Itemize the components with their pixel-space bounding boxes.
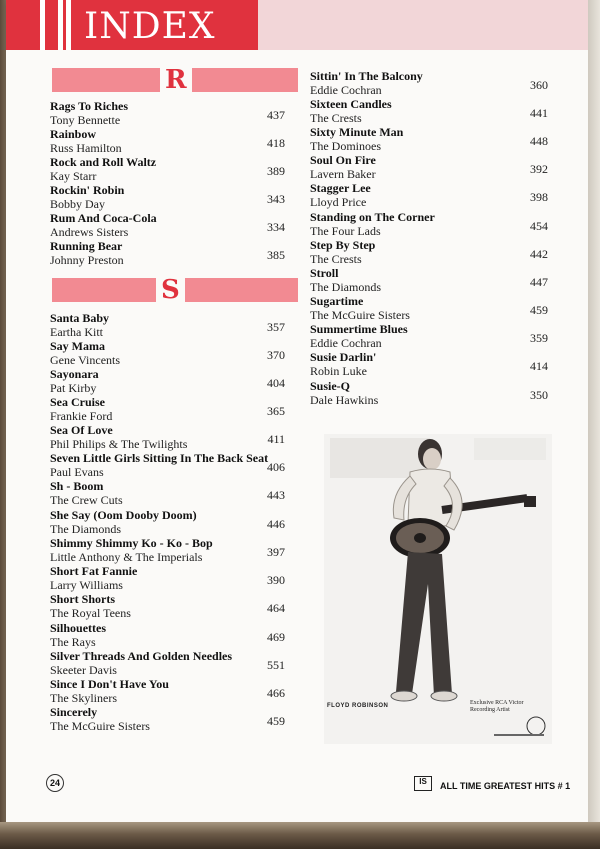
song-artist: Robin Luke <box>310 364 367 378</box>
page-ref: 437 <box>267 108 285 122</box>
song-artist: The Skyliners <box>50 691 117 705</box>
caption-line: Recording Artist <box>470 707 510 713</box>
song-artist: Kay Starr <box>50 169 97 183</box>
song-title: Running Bear <box>50 239 123 253</box>
page-ref: 365 <box>267 404 285 418</box>
song-artist: Skeeter Davis <box>50 663 117 677</box>
page-ref: 392 <box>530 162 548 176</box>
song-artist: Johnny Preston <box>50 253 124 267</box>
publisher-logo <box>414 776 432 791</box>
page-ref: 359 <box>530 331 548 345</box>
song-title: Sixty Minute Man <box>310 125 404 139</box>
song-artist: Russ Hamilton <box>50 141 122 155</box>
photo-caption-name: FLOYD ROBINSON <box>327 703 389 709</box>
song-title: Susie Darlin' <box>310 350 377 364</box>
song-title: Sayonara <box>50 367 99 381</box>
section-bar-s <box>52 275 298 305</box>
song-title: Silver Threads And Golden Needles <box>50 649 233 663</box>
page-ref: 357 <box>267 320 285 334</box>
song-title: Rum And Coca-Cola <box>50 211 157 225</box>
page-ref: 443 <box>267 488 285 502</box>
song-artist: Pat Kirby <box>50 381 97 395</box>
page-bottom-edge <box>0 822 600 849</box>
song-artist: Bobby Day <box>50 197 105 211</box>
page-number: 24 <box>46 774 64 792</box>
song-artist: The Crests <box>310 111 362 125</box>
song-title: Short Fat Fannie <box>50 564 138 578</box>
song-artist: Phil Philips & The Twilights <box>50 437 188 451</box>
photo-caption-label <box>470 700 524 714</box>
song-title: Stroll <box>310 266 339 280</box>
song-artist: Dale Hawkins <box>310 393 379 407</box>
song-artist: Eddie Cochran <box>310 83 382 97</box>
song-artist: Lavern Baker <box>310 167 376 181</box>
song-artist: Eartha Kitt <box>50 325 103 339</box>
song-title: Rockin' Robin <box>50 183 125 197</box>
section-letter-s: S <box>156 274 185 306</box>
song-title: Susie-Q <box>310 379 351 393</box>
page-ref: 414 <box>530 359 548 373</box>
song-title: Sugartime <box>310 294 364 308</box>
song-artist: Andrews Sisters <box>50 225 129 239</box>
song-artist: The Four Lads <box>310 224 381 238</box>
caption-line: Exclusive RCA Victor <box>470 700 524 706</box>
song-artist: Gene Vincents <box>50 353 121 367</box>
song-title: Santa Baby <box>50 311 110 325</box>
song-title: Seven Little Girls Sitting In The Back Seat <box>50 451 269 465</box>
song-title: Sea Of Love <box>50 423 113 437</box>
song-title: Rags To Riches <box>50 99 129 113</box>
song-title: Sixteen Candles <box>310 97 392 111</box>
book-title: ALL TIME GREATEST HITS # 1 <box>440 781 571 791</box>
song-title: Sittin' In The Balcony <box>310 69 423 83</box>
header-stripe <box>40 0 45 50</box>
artist-photo <box>324 434 552 744</box>
page-ref: 360 <box>530 78 548 92</box>
page-ref: 350 <box>530 388 548 402</box>
song-artist: The Dominoes <box>310 139 381 153</box>
page-ref: 398 <box>530 190 548 204</box>
page-ref: 469 <box>267 630 285 644</box>
page-title: INDEX <box>84 6 216 47</box>
page-ref: 441 <box>530 106 548 120</box>
song-title: Rock and Roll Waltz <box>50 155 157 169</box>
song-artist: The Rays <box>50 635 96 649</box>
page-ref: 389 <box>267 164 285 178</box>
song-title: Since I Don't Have You <box>50 677 169 691</box>
song-artist: Little Anthony & The Imperials <box>50 550 203 564</box>
song-artist: The McGuire Sisters <box>310 308 410 322</box>
song-artist: The Diamonds <box>50 522 121 536</box>
song-title: Soul On Fire <box>310 153 376 167</box>
song-artist: The Crew Cuts <box>50 493 123 507</box>
song-artist: The Diamonds <box>310 280 381 294</box>
header-stripe <box>66 0 71 50</box>
song-artist: The Crests <box>310 252 362 266</box>
page-ref: 334 <box>267 220 285 234</box>
song-artist: Larry Williams <box>50 578 123 592</box>
song-title: Standing on The Corner <box>310 210 435 224</box>
page-ref: 466 <box>267 686 285 700</box>
page-ref: 385 <box>267 248 285 262</box>
guitarist-illustration <box>324 434 552 744</box>
page-ref: 459 <box>267 714 285 728</box>
song-title: Summertime Blues <box>310 322 408 336</box>
song-title: Stagger Lee <box>310 181 371 195</box>
song-title: Sh - Boom <box>50 479 104 493</box>
page-ref: 454 <box>530 219 548 233</box>
page-edge-right <box>588 0 600 849</box>
page-ref: 390 <box>267 573 285 587</box>
song-title: Short Shorts <box>50 592 116 606</box>
page-ref: 397 <box>267 545 285 559</box>
song-artist: Eddie Cochran <box>310 336 382 350</box>
section-letter-r: R <box>160 64 192 96</box>
page-ref: 459 <box>530 303 548 317</box>
page-ref: 406 <box>267 460 285 474</box>
song-title: Shimmy Shimmy Ko - Ko - Bop <box>50 536 213 550</box>
page-ref: 551 <box>267 658 285 672</box>
page-ref: 442 <box>530 247 548 261</box>
page-ref: 418 <box>267 136 285 150</box>
page-ref: 464 <box>267 601 285 615</box>
page-ref: 446 <box>267 517 285 531</box>
song-title: Say Mama <box>50 339 105 353</box>
page-ref: 411 <box>267 432 285 446</box>
song-title: Sincerely <box>50 705 98 719</box>
page-ref: 343 <box>267 192 285 206</box>
song-title: She Say (Oom Dooby Doom) <box>50 508 197 522</box>
song-title: Step By Step <box>310 238 376 252</box>
song-title: Sea Cruise <box>50 395 105 409</box>
page-ref: 448 <box>530 134 548 148</box>
song-artist: Lloyd Price <box>310 195 367 209</box>
section-bar-r <box>52 65 298 95</box>
song-artist: The Royal Teens <box>50 606 131 620</box>
page-ref: 447 <box>530 275 548 289</box>
song-title: Silhouettes <box>50 621 107 635</box>
song-artist: Tony Bennette <box>50 113 121 127</box>
song-title: Rainbow <box>50 127 97 141</box>
page-ref: 404 <box>267 376 285 390</box>
header-stripe <box>58 0 63 50</box>
page-ref: 370 <box>267 348 285 362</box>
song-artist: Paul Evans <box>50 465 104 479</box>
song-artist: Frankie Ford <box>50 409 113 423</box>
song-artist: The McGuire Sisters <box>50 719 150 733</box>
logo-text: IS <box>419 777 427 786</box>
